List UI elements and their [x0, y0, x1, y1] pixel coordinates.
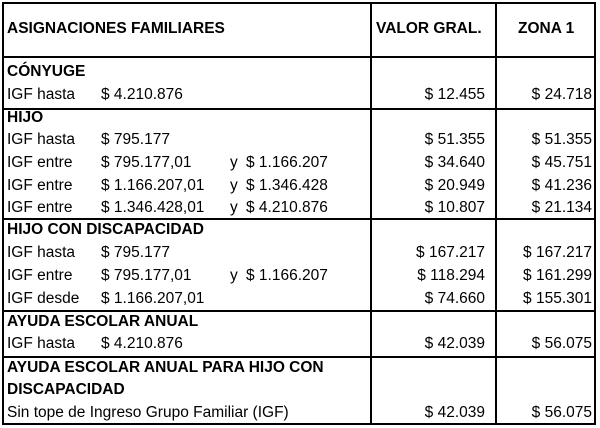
- row-zona-1: $ 56.075: [531, 335, 592, 352]
- row-valor-gral: $ 167.217: [416, 244, 485, 261]
- header-divider: [2, 56, 596, 58]
- row-zona-1: $ 45.751: [531, 154, 592, 171]
- row-range-connector: y: [230, 199, 238, 216]
- row-zona-1: $ 155.301: [523, 290, 592, 307]
- row-range-to: $ 4.210.876: [246, 199, 328, 216]
- table-title: ASIGNACIONES FAMILIARES: [7, 20, 225, 37]
- row-range-from: $ 4.210.876: [101, 86, 183, 103]
- row-label: IGF entre: [7, 267, 73, 284]
- section-title-ayuda-escolar-discapacidad: AYUDA ESCOLAR ANUAL PARA HIJO CON: [7, 359, 324, 376]
- row-range-connector: y: [230, 177, 238, 194]
- column-divider-1: [370, 2, 372, 425]
- row-valor-gral: $ 12.455: [424, 86, 485, 103]
- row-label: IGF entre: [7, 154, 73, 171]
- section-title-hijo: HIJO: [7, 109, 44, 126]
- row-label: IGF entre: [7, 177, 73, 194]
- row-range-connector: y: [230, 154, 238, 171]
- row-range-from: $ 1.166.207,01: [101, 290, 205, 307]
- row-valor-gral: $ 74.660: [424, 290, 485, 307]
- row-note: Sin tope de Ingreso Grupo Familiar (IGF): [7, 404, 289, 421]
- row-range-to: $ 1.166.207: [246, 267, 328, 284]
- column-divider-2: [495, 2, 497, 425]
- row-zona-1: $ 167.217: [523, 244, 592, 261]
- row-valor-gral: $ 10.807: [424, 199, 485, 216]
- row-zona-1: $ 41.236: [531, 177, 592, 194]
- row-range-from: $ 795.177: [101, 131, 170, 148]
- row-valor-gral: $ 42.039: [424, 335, 485, 352]
- row-label: IGF entre: [7, 199, 73, 216]
- column-header-valor-gral: VALOR GRAL.: [376, 20, 482, 37]
- row-range-to: $ 1.166.207: [246, 154, 328, 171]
- row-zona-1: $ 161.299: [523, 267, 592, 284]
- row-zona-1: $ 56.075: [531, 404, 592, 421]
- row-valor-gral: $ 51.355: [424, 131, 485, 148]
- row-valor-gral: $ 118.294: [417, 267, 485, 284]
- row-range-from: $ 795.177,01: [101, 267, 192, 284]
- row-valor-gral: $ 42.039: [424, 404, 485, 421]
- row-zona-1: $ 24.718: [531, 86, 592, 103]
- row-range-from: $ 795.177,01: [101, 154, 192, 171]
- row-label: IGF desde: [7, 290, 80, 307]
- section-title-ayuda-escolar-discapacidad-line2: DISCAPACIDAD: [7, 381, 125, 398]
- row-range-to: $ 1.346.428: [246, 177, 328, 194]
- row-label: IGF hasta: [7, 244, 76, 261]
- row-label: IGF hasta: [7, 86, 76, 103]
- section-title-ayuda-escolar: AYUDA ESCOLAR ANUAL: [7, 313, 199, 330]
- section-title-conyuge: CÓNYUGE: [7, 63, 86, 80]
- row-range-connector: y: [230, 267, 238, 284]
- row-label: IGF hasta: [7, 131, 76, 148]
- section-divider-conyuge: [2, 108, 596, 110]
- row-range-from: $ 1.346.428,01: [101, 199, 205, 216]
- row-range-from: $ 4.210.876: [101, 335, 183, 352]
- row-valor-gral: $ 34.640: [424, 154, 485, 171]
- section-title-hijo-discapacidad: HIJO CON DISCAPACIDAD: [7, 221, 204, 238]
- column-header-zona-1: ZONA 1: [518, 20, 575, 37]
- row-valor-gral: $ 20.949: [424, 177, 485, 194]
- row-label: IGF hasta: [7, 335, 76, 352]
- row-range-from: $ 795.177: [101, 244, 170, 261]
- row-zona-1: $ 21.134: [531, 199, 592, 216]
- row-range-from: $ 1.166.207,01: [101, 177, 205, 194]
- row-zona-1: $ 51.355: [531, 131, 592, 148]
